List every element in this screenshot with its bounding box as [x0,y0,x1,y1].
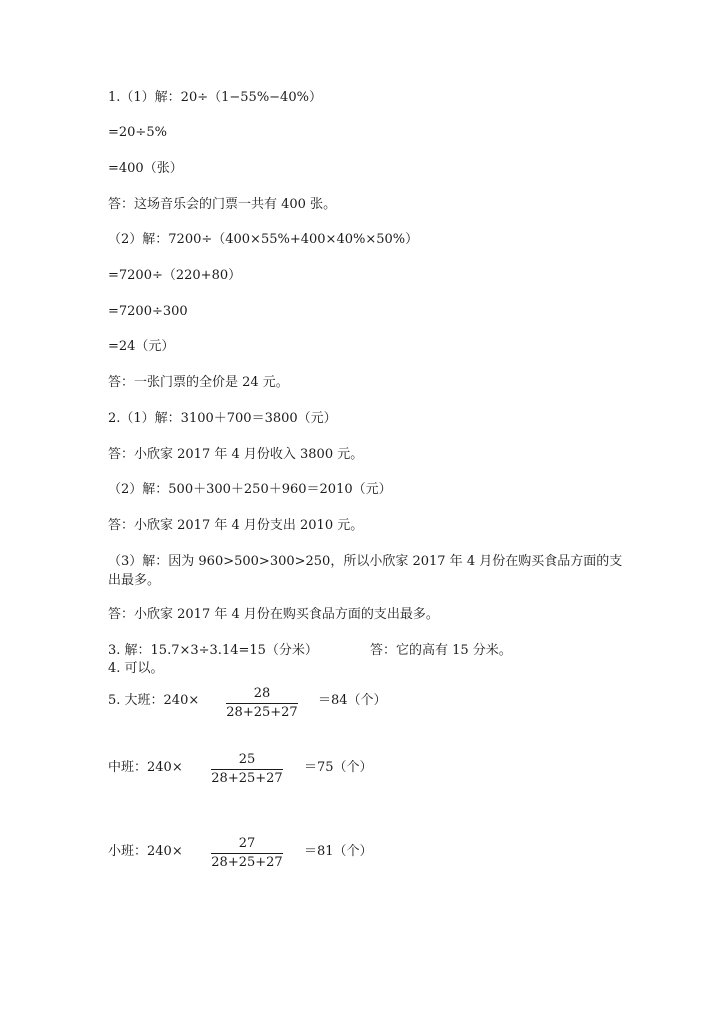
q1-part2-step4: =24（元） [108,339,175,354]
fraction-numerator: 27 [211,836,283,854]
q2-part1-solution: 2.（1）解：3100＋700＝3800（元） [108,411,337,426]
q1-part2-step2: =7200÷（220+80） [108,268,242,283]
q1-part1-answer: 答：这场音乐会的门票一共有 400 张。 [108,197,337,212]
q3-solution: 3. 解：15.7×3÷3.14=15（分米） [108,643,318,658]
q1-part2-solution: （2）解：7200÷（400×55%+400×40%×50%） [108,232,419,247]
q5-row-fraction [226,686,298,721]
q3-answer: 答：它的高有 15 分米。 [370,643,512,658]
fraction-denominator: 28+25+27 [226,705,298,720]
q2-part3-solution: （3）解：因为 960>500>300>250，所以小欣家 2017 年 4 月份在购买食品方面的支出最多。 [108,554,623,588]
q1-part1-solution: 1.（1）解：20÷（1−55%−40%） [108,90,322,105]
q2-part3-answer: 答：小欣家 2017 年 4 月份在购买食品方面的支出最多。 [108,607,439,622]
q5-row-result: ＝75（个） [304,760,373,775]
q1-part1-step2: =20÷5% [108,125,167,140]
q1-part1-step3: =400（张） [108,161,183,176]
q5-row-fraction [211,752,283,787]
fraction-denominator: 28+25+27 [211,771,283,786]
fraction-numerator: 25 [211,752,283,770]
q2-part1-answer: 答：小欣家 2017 年 4 月份收入 3800 元。 [108,447,364,462]
q5-row-fraction [211,836,283,871]
q2-part2-solution: （2）解：500＋300＋250＋960＝2010（元） [108,482,392,497]
q5-row-result: ＝84（个） [318,693,387,708]
q1-part2-answer: 答：一张门票的全价是 24 元。 [108,375,289,390]
q5-row-prefix: 5. 大班：240× [108,693,200,708]
q1-part2-step3: =7200÷300 [108,304,188,319]
q5-row-result: ＝81（个） [304,844,373,859]
fraction-denominator: 28+25+27 [211,855,283,870]
q5-row-prefix: 中班：240× [108,760,183,775]
fraction-numerator: 28 [226,686,298,704]
q5-row-prefix: 小班：240× [108,844,183,859]
q2-part2-answer: 答：小欣家 2017 年 4 月份支出 2010 元。 [108,518,364,533]
q4-answer: 4. 可以。 [108,661,164,676]
